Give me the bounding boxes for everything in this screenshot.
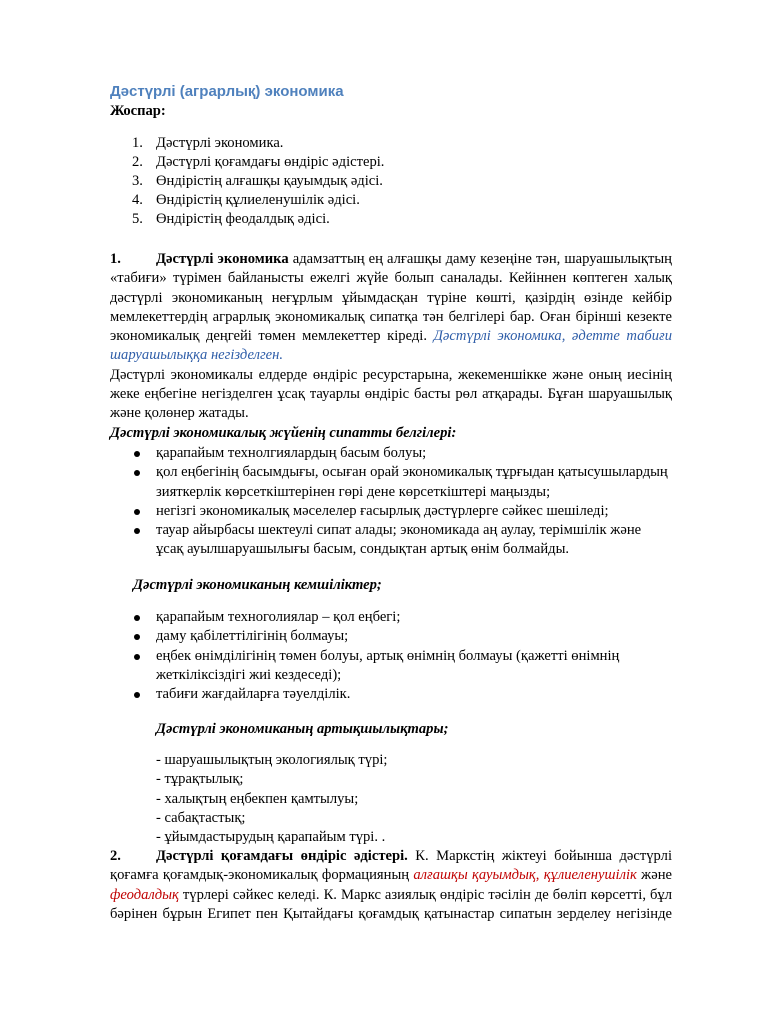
bullet-icon <box>134 470 140 476</box>
list-item: - халықтың еңбекпен қамтылуы; <box>156 790 359 807</box>
list-item: - тұрақтылық; <box>156 771 244 788</box>
list-item-continuation: зияткерлік көрсеткіштерінен гөрі дене көрсеткіштері маңызды; <box>156 483 551 500</box>
bullet-icon <box>134 615 140 621</box>
text-line: мемлекеттердің аграрлық экономикалық сипатқа тән белгілері бар. Оған бірінші кезекте <box>110 308 672 325</box>
list-item: қарапайым техноголиялар – қол еңбегі; <box>110 608 672 627</box>
advantages-list <box>156 751 387 847</box>
section-1-paragraph <box>110 250 672 424</box>
text-line: экономикалық деңгейі төмен мемлекеттер кіреді. Дәстүрлі экономика, әдетте табиғи <box>110 328 673 345</box>
plan-label: Жоспар: <box>110 103 166 119</box>
plan-item: 5. Өндірістің феодалдық әдісі. <box>132 211 330 227</box>
weaknesses-heading: Дәстүрлі экономиканың кемшіліктер; <box>133 577 382 593</box>
bullet-icon <box>134 692 140 698</box>
text-line: 2. Дәстүрлі қоғамдағы өндіріс әдістері. К. Маркстің жіктеуі бойынша дәстүрлі <box>110 848 673 864</box>
text-line: жеке еңбегіне негізделген ұсақ тауарлы өндіріс басты рөл атқарады. Бұған шаруашылық <box>110 386 672 403</box>
plan-item: 4. Өндірістің құлиеленушілік әдісі. <box>132 192 360 208</box>
text-line: «табиғи» түрімен байланысты ежелгі жүйе болып саналады. Кейіннен көптеген халық <box>110 270 672 287</box>
plan-list <box>110 134 670 229</box>
text-line: және қолөнер жатады. <box>110 405 249 422</box>
text-line: феодалдық түрлері сәйкес келеді. К. Маркс азиялық өндіріс тәсілін де бөліп көрсетті, бұл <box>110 886 672 903</box>
list-item: қарапайым технолгиялардың басым болуы; <box>110 444 672 463</box>
list-item-continuation: ұсақ ауылшаруашылығы басым, сондықтан артық өнім болмайды. <box>156 541 570 558</box>
bullet-icon <box>134 528 140 534</box>
features-list <box>110 444 672 560</box>
list-item: еңбек өнімділігінің төмен болуы, артық өнімнің болмауы (қажетті өнімнің <box>110 647 672 666</box>
text-line: дәстүрлі экономиканың неғұрлым ұйымдасқан түріне көшті, қазірдің өзінде кейбір <box>110 289 672 306</box>
list-item: қол еңбегінің басымдығы, осыған орай экономикалық тұрғыдан қатысушылардың <box>110 463 672 482</box>
list-item: табиғи жағдайларға тәуелділік. <box>110 685 672 704</box>
text-line: қоғамға қоғамдық-экономикалық формацияның алғашқы қауымдық, құлиеленушілік және <box>110 867 672 884</box>
weaknesses-list <box>110 608 672 704</box>
list-item: - сабақтастық; <box>156 809 246 826</box>
list-item: тауар айырбасы шектеулі сипат алады; экономикада аң аулау, терімшілік және <box>110 521 672 540</box>
list-item: - шаруашылықтың экологиялық түрі; <box>156 752 388 768</box>
text-line: Дәстүрлі экономикалы елдерде өндіріс ресурстарына, жекеменшікке және оның иесінің <box>110 366 672 383</box>
advantages-heading: Дәстүрлі экономиканың артықшылықтары; <box>156 721 449 737</box>
plan-item: 3. Өндірістің алғашқы қауымдық әдісі. <box>132 173 383 189</box>
plan-item: 1. Дәстүрлі экономика. <box>132 135 284 151</box>
bullet-icon <box>134 634 140 640</box>
list-item: даму қабілеттілігінің болмауы; <box>110 627 672 646</box>
page-title: Дәстүрлі (аграрлық) экономика <box>110 83 344 100</box>
list-item-continuation: жеткіліксіздігі жиі кездеседі); <box>156 666 342 683</box>
text-line: бәрінен бұрын Египет пен Қытайдағы қоғамдық қатынастар сипатын зерделеу негізінде <box>110 905 672 922</box>
list-item: - ұйымдастырудың қарапайым түрі. . <box>156 829 386 846</box>
text-line: шаруашылыққа негізделген. <box>110 347 284 364</box>
bullet-icon <box>134 451 140 457</box>
bullet-icon <box>134 654 140 660</box>
section-2-paragraph <box>110 847 672 924</box>
plan-item: 2. Дәстүрлі қоғамдағы өндіріс әдістері. <box>132 154 385 170</box>
bullet-icon <box>134 509 140 515</box>
text-line: 1. Дәстүрлі экономика адамзаттың ең алғашқы даму кезеңіне тән, шаруашылықтың <box>110 251 672 267</box>
features-heading: Дәстүрлі экономикалық жүйенің сипатты белгілері: <box>110 425 457 441</box>
list-item: негізгі экономикалық мәселелер ғасырлық дәстүрлерге сәйкес шешіледі; <box>110 502 672 521</box>
